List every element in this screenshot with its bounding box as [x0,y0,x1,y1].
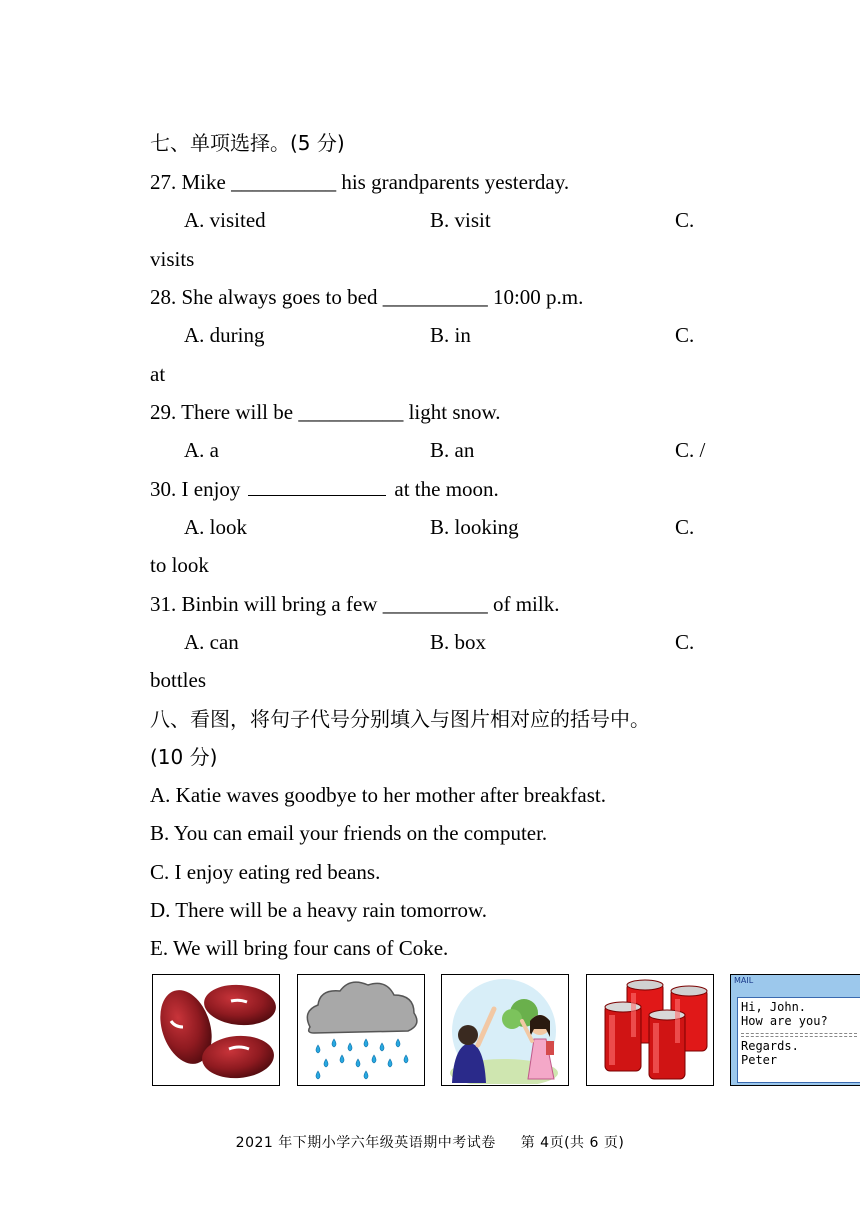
question-30-option-c-text: to look [150,553,209,577]
question-29-option-a: A. a [184,438,219,462]
question-31-option-c-text: bottles [150,668,206,692]
question-30-stem [150,475,499,503]
sentence-b: B. You can email your friends on the computer. [150,821,548,845]
question-30-option-c: C. [675,515,695,539]
section-8-points: (10 分) [150,745,218,769]
question-28-option-b: B. in [430,323,471,347]
question-31-stem: 31. Binbin will bring a few __________ of milk. [150,592,560,616]
email-window-header: MAIL [734,976,754,985]
question-31-option-c: C. [675,630,695,654]
question-31-option-b: B. box [430,630,487,654]
email-signature: Peter [741,1053,778,1067]
sentence-d: D. There will be a heavy rain tomorrow. [150,898,488,922]
section-7-title: 七、单项选择。(5 分) [150,131,345,155]
picture-rain-cloud [297,974,425,1086]
question-28-option-c: C. [675,323,695,347]
question-30-stem-start: 30. I enjoy [150,477,241,501]
red-beans-icon [153,975,278,1084]
email-divider [741,1033,857,1034]
question-28-option-a: A. during [184,323,265,347]
waving-goodbye-icon [442,975,567,1084]
question-30-option-b: B. looking [430,515,519,539]
question-29-option-b: B. an [430,438,475,462]
email-body [737,997,860,1083]
question-27-option-a: A. visited [184,208,266,232]
rain-cloud-icon [298,975,423,1084]
email-window [731,975,860,1086]
email-divider [741,1036,857,1037]
question-27-option-c-text: visits [150,247,195,271]
page-footer [0,1132,860,1152]
sentence-c: C. I enjoy eating red beans. [150,860,381,884]
email-signoff: Regards. [741,1039,799,1053]
question-28-stem: 28. She always goes to bed __________ 10:00 p.m. [150,285,584,309]
question-31-option-a: A. can [184,630,239,654]
picture-email-screen [730,974,860,1086]
question-27-option-c: C. [675,208,695,232]
question-30-stem-end: at the moon. [394,477,499,501]
footer-exam-title: 2021 年下期小学六年级英语期中考试卷 [235,1135,496,1151]
section-8-title: 八、看图，将句子代号分别填入与图片相对应的括号中。 [150,707,650,731]
picture-waving-goodbye [441,974,569,1086]
email-question: How are you? [741,1014,828,1028]
question-28-option-c-text: at [150,362,166,386]
question-27-stem: 27. Mike __________ his grandparents yesterday. [150,170,570,194]
picture-coke-cans [586,974,714,1086]
answer-blank [248,475,386,496]
question-27-option-b: B. visit [430,208,491,232]
question-30-option-a: A. look [184,515,247,539]
question-29-stem: 29. There will be __________ light snow. [150,400,501,424]
picture-red-beans [152,974,280,1086]
footer-page-number: 第 4页(共 6 页) [520,1135,625,1151]
email-greeting: Hi, John. [741,1000,807,1014]
sentence-e: E. We will bring four cans of Coke. [150,936,449,960]
coke-cans-icon [587,975,712,1084]
sentence-a: A. Katie waves goodbye to her mother after breakfast. [150,783,606,807]
question-29-option-c: C. / [675,438,706,462]
